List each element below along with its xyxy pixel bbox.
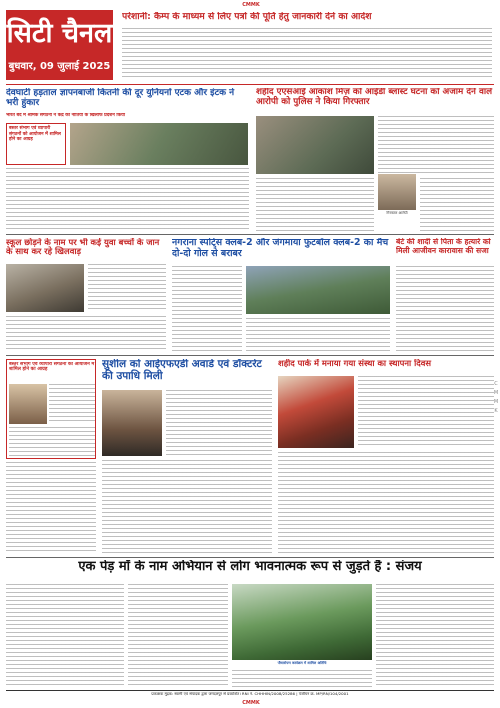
article6-body-text-b: [102, 460, 272, 554]
article5-headline: बेटे की शादी से पिता के हत्यारे को मिली आजीवन कारावास की सजा: [396, 238, 491, 255]
lead-body-text: [122, 28, 492, 80]
divider-3: [6, 355, 494, 356]
bottom-photo: [232, 584, 372, 660]
bottom-text-col1: [6, 584, 124, 688]
bottom-photo-caption: पौधारोपण कार्यक्रम में शामिल अतिथि: [277, 661, 327, 665]
top-color-badge: CMMK: [242, 2, 260, 8]
left-box-headline: बस्तर संभाग एवं व्यापारी संगठनों को आयोजन में शामिल होने का आग्रह: [9, 362, 95, 373]
bottom-headline: एक पेड़ माँ के नाम अभियान से लोग भावनात्मक रूप से जुड़ते हैं : संजय: [78, 560, 422, 574]
article2-headline: शहीद एएसआई आकाश मिंज़ को आईडी ब्लास्ट घटना को अंजाम देने वाले आरोपी को पुलिस ने किया गिरफ्तार: [256, 88, 493, 107]
article3-headline: स्कूल छोड़ने के नाम पर भी कई युवा बच्चों के जान के साथ कर रहे खिलवाड़: [6, 238, 160, 257]
article6-headline: सुशील को आईएफएडी अवार्ड एवं डॉक्टरेट की उपाधि मिली: [102, 359, 262, 382]
article7-body-text-b: [278, 452, 494, 554]
article7-photo: [278, 376, 354, 448]
article3-body-text-b: [6, 316, 166, 352]
footer-rule: [6, 690, 494, 691]
divider-4: [6, 557, 494, 558]
article3-body-text-a: [88, 264, 166, 312]
article6-body-text-a: [166, 390, 272, 456]
article4-headline: नगराना स्पोर्ट्स क्लब-2 और जंगमाया फुटबॉल क्लब-2 का मैच दो-दो गोल से बराबर: [172, 238, 389, 259]
bottom-text-col4: [376, 584, 494, 688]
side-mark: K: [494, 408, 498, 414]
article2-body-text-right: [420, 178, 494, 232]
side-mark: M: [493, 399, 499, 405]
article5-body-text: [396, 266, 494, 352]
article2-body-text-top: [378, 116, 494, 174]
side-registration-marks: [493, 380, 499, 420]
article2-inset-photo: [378, 174, 416, 210]
left-box-text-a: [49, 384, 95, 424]
side-mark: C: [494, 381, 498, 387]
article4-photo: [246, 266, 390, 314]
article1-body-text: [6, 168, 249, 230]
bottom-color-badge: CMMK: [242, 700, 260, 706]
article6-photo: [102, 390, 162, 456]
article1-subheadline: भारत बंद में श्रमिक संगठनों ने केंद्र की नीतियों के खिलाफ प्रदर्शन किया: [6, 113, 125, 118]
article2-photo: [256, 116, 374, 174]
article4-body-text-b: [246, 318, 390, 352]
side-mark: M: [493, 390, 499, 396]
bottom-text-col2: [128, 584, 228, 688]
article4-body-text-a: [172, 266, 242, 352]
article2-body-text-left: [256, 178, 374, 232]
lead-headline: परेशानी: कैम्प के माध्यम से लिए पत्रों की पूर्ति हेतु जानकारी देने का आदेश: [122, 12, 372, 22]
article7-headline: शहीद पार्क में मनाया गया संस्था का स्थापना दिवस: [278, 359, 432, 368]
masthead-date: बुधवार, 09 जुलाई 2025: [8, 61, 111, 72]
divider-1: [6, 84, 494, 85]
left-news-box: [6, 359, 96, 459]
article2-inset-caption: गिरफ्तार आरोपी: [386, 211, 408, 215]
article7-body-text-a: [358, 376, 494, 448]
left-box-photo: [9, 384, 47, 424]
left-column-text: [6, 462, 96, 554]
article1-callout: बस्तर संभाग एवं व्यापारी संगठनों को आयोजन में शामिल होने का आग्रह: [6, 123, 66, 165]
article1-headline: देवघाटी हड़ताल ज्ञापनबाजी कितनी की दूर युनियनों एटक और इंटक ने भरी हुंकार: [6, 88, 235, 109]
article3-photo: [6, 264, 84, 312]
footer-imprint: प्रकाशक मुद्रक: स्वामी एवं संपादक द्वारा जगदलपुर से प्रकाशित। RNI नं. CHHHIN/2008/25286 | पंजीयन क्र. MP/RN/104/2001: [151, 692, 349, 696]
divider-2: [6, 234, 494, 235]
article1-photo: [70, 123, 248, 165]
masthead-block: [6, 10, 113, 80]
masthead-title: सिटी चैनल: [6, 18, 113, 49]
bottom-text-under-photo: [232, 670, 372, 688]
left-box-text-b: [9, 427, 95, 457]
